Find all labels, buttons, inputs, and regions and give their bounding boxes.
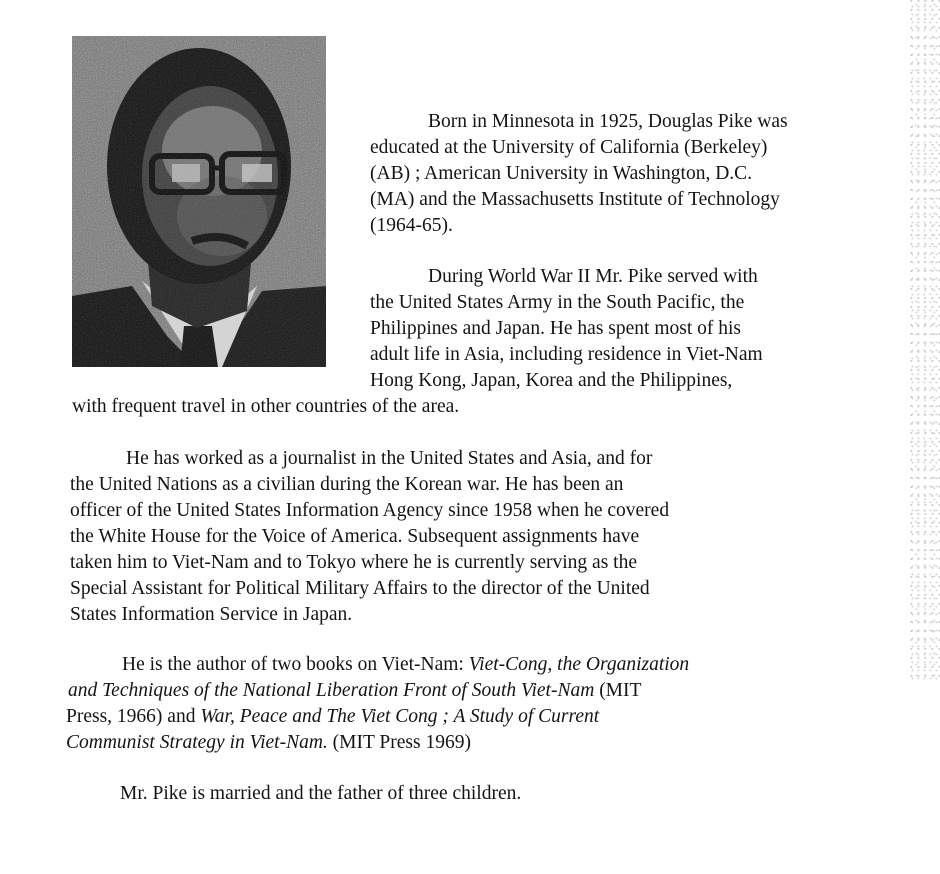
- text-line: Philippines and Japan. He has spent most of his: [370, 318, 742, 339]
- text-line: (MA) and the Massachusetts Institute of Technology: [370, 189, 780, 210]
- text-line: the United States Army in the South Pacific, the: [370, 292, 745, 313]
- portrait-photo: [72, 36, 326, 367]
- text-line: (1964-65).: [370, 215, 453, 236]
- text-line: During World War II Mr. Pike served with: [428, 266, 758, 287]
- text-roman: (MIT: [594, 680, 642, 701]
- text-line: with frequent travel in other countries of the area.: [72, 396, 460, 417]
- text-line: officer of the United States Information Agency since 1958 when he covered: [70, 500, 670, 521]
- text-line: Mr. Pike is married and the father of three children.: [120, 783, 522, 804]
- text-line: Special Assistant for Political Military Affairs to the director of the United: [70, 578, 650, 599]
- book-title-viet-cong: Viet-Cong, the Organization: [468, 654, 690, 675]
- text-line: educated at the University of California (Berkeley): [370, 137, 768, 158]
- book-title-war-peace: War, Peace and The Viet Cong ; A Study of Current: [200, 706, 600, 727]
- text-line: [68, 679, 641, 703]
- text-roman: Press, 1966) and: [66, 706, 201, 727]
- text-line: (AB) ; American University in Washington, D.C.: [370, 163, 753, 184]
- book-title-viet-cong-cont: and Techniques of the National Liberation Front of South Viet-Nam: [68, 680, 595, 701]
- text-line: the United Nations as a civilian during the Korean war. He has been an: [70, 474, 624, 495]
- text-line: Born in Minnesota in 1925, Douglas Pike was: [428, 111, 788, 132]
- text-line: Hong Kong, Japan, Korea and the Philippines,: [370, 370, 733, 391]
- text-line: adult life in Asia, including residence in Viet-Nam: [370, 344, 763, 365]
- text-line: States Information Service in Japan.: [70, 604, 353, 625]
- text-line: the White House for the Voice of America. Subsequent assignments have: [70, 526, 640, 547]
- text-line: [122, 653, 689, 677]
- portrait-image: [72, 36, 326, 367]
- text-line: taken him to Viet-Nam and to Tokyo where he is currently serving as the: [70, 552, 637, 573]
- text-line: [66, 731, 471, 755]
- text-line: [66, 705, 599, 729]
- book-title-war-peace-cont: Communist Strategy in Viet-Nam.: [66, 732, 328, 753]
- text-roman: (MIT Press 1969): [327, 732, 471, 753]
- text-line: He has worked as a journalist in the United States and Asia, and for: [126, 448, 653, 469]
- text-roman: He is the author of two books on Viet-Nam:: [122, 654, 469, 675]
- scan-edge-noise: [910, 0, 940, 680]
